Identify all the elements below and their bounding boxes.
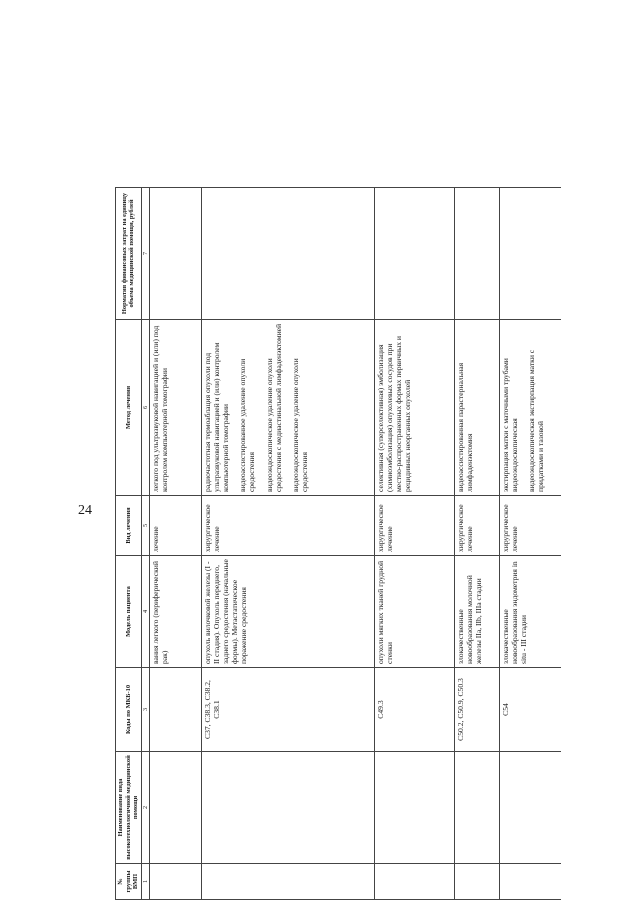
column-number: 7 (141, 188, 149, 320)
treatment-cell: хирургическое лечение (454, 496, 499, 556)
method-item: видеоассистированная парастернальная лимфаденэктомия (455, 362, 474, 492)
table-row (149, 188, 201, 900)
column-number: 6 (141, 320, 149, 496)
header-patient: Модель пациента (116, 556, 142, 668)
name-cell (374, 752, 454, 864)
method-item: легкого под ультразвуковой навигацией и (или) под контролем компьютерной томографии (150, 325, 169, 492)
column-number: 3 (141, 668, 149, 752)
column-number: 2 (141, 752, 149, 864)
table-row (454, 188, 499, 900)
header-row (116, 188, 142, 900)
method-cell (374, 320, 454, 496)
page-number: 24 (78, 503, 92, 518)
name-cell (201, 752, 374, 864)
treatment-cell: лечение (149, 496, 201, 556)
header-name: Наименование вида высокотехнологичной медицинской помощи (116, 752, 142, 864)
method-item: селективная (суперселективная) эмболизация (химиоэмболизация) опухолевых сосудов при местно-распространенных формах первичных и рецидивных неорганных опухолей (375, 336, 413, 492)
column-number: 1 (141, 864, 149, 900)
table-row (499, 188, 561, 900)
vmp-table (115, 187, 561, 900)
codes-cell: C49.3 (374, 668, 454, 752)
group-cell (454, 864, 499, 900)
cost-cell (374, 188, 454, 320)
column-number: 5 (141, 496, 149, 556)
cost-cell (201, 188, 374, 320)
table-row (201, 188, 374, 900)
header-method: Метод лечения (116, 320, 142, 496)
column-number: 4 (141, 556, 149, 668)
header-codes: Коды по МКБ-10 (116, 668, 142, 752)
codes-cell: C37, C38.3, C38.2, C38.1 (201, 668, 374, 752)
cost-cell (454, 188, 499, 320)
name-cell (149, 752, 201, 864)
treatment-cell: хирургическое лечение (201, 496, 374, 556)
column-number-row (141, 188, 149, 900)
method-item: радиочастотная термоаблация опухоли под ультразвуковой навигацией и (или) контролем компьютерной томографии (202, 342, 230, 492)
method-cell (499, 320, 561, 496)
treatment-cell: хирургическое лечение (499, 496, 561, 556)
patient-cell: вания легкого (периферический рак) (149, 556, 201, 668)
cost-cell (499, 188, 561, 320)
name-cell (454, 752, 499, 864)
table-row (374, 188, 454, 900)
group-cell (201, 864, 374, 900)
rotated-table-sheet (115, 188, 625, 900)
method-cell (454, 320, 499, 496)
codes-cell: C54 (499, 668, 561, 752)
patient-cell: опухоли мягких тканей грудной стенки (374, 556, 454, 668)
name-cell (499, 752, 561, 864)
header-cost: Норматив финансовых затрат на единицу объема медицинской помощи, рублей (116, 188, 142, 320)
treatment-cell: хирургическое лечение (374, 496, 454, 556)
method-item: видеоассистированное удаление опухоли средостения (238, 358, 257, 492)
method-cell (201, 320, 374, 496)
patient-cell: злокачественные новообразования молочной железы IIa, IIb, IIIa стадии (454, 556, 499, 668)
group-cell (149, 864, 201, 900)
method-item: экстирпация матки с маточными трубами видеоэндоскопическая (500, 358, 519, 492)
group-cell (374, 864, 454, 900)
method-item: видеоэндоскопическая экстирпация матки с придатками и тазовой (526, 349, 546, 492)
group-cell (499, 864, 561, 900)
header-treatment: Вид лечения (116, 496, 142, 556)
codes-cell (149, 668, 201, 752)
method-item: видеоэндоскопическое удаление опухоли средостения с медиастинальной лимфаденэктомией (264, 323, 283, 492)
method-item: видеоэндоскопическое удаление опухоли средостения (290, 358, 310, 492)
patient-cell: злокачественные новообразования эндометрия in situ - III стадии (499, 556, 561, 668)
cost-cell (149, 188, 201, 320)
method-cell (149, 320, 201, 496)
header-group: № группы ВМП (116, 864, 142, 900)
codes-cell: C50.2, C50.9, C50.3 (454, 668, 499, 752)
patient-cell: опухоль вилочковой железы (I - II стадия). Опухоль переднего, заднего средостения (начальные формы). Метастатическое поражение средостения (201, 556, 374, 668)
